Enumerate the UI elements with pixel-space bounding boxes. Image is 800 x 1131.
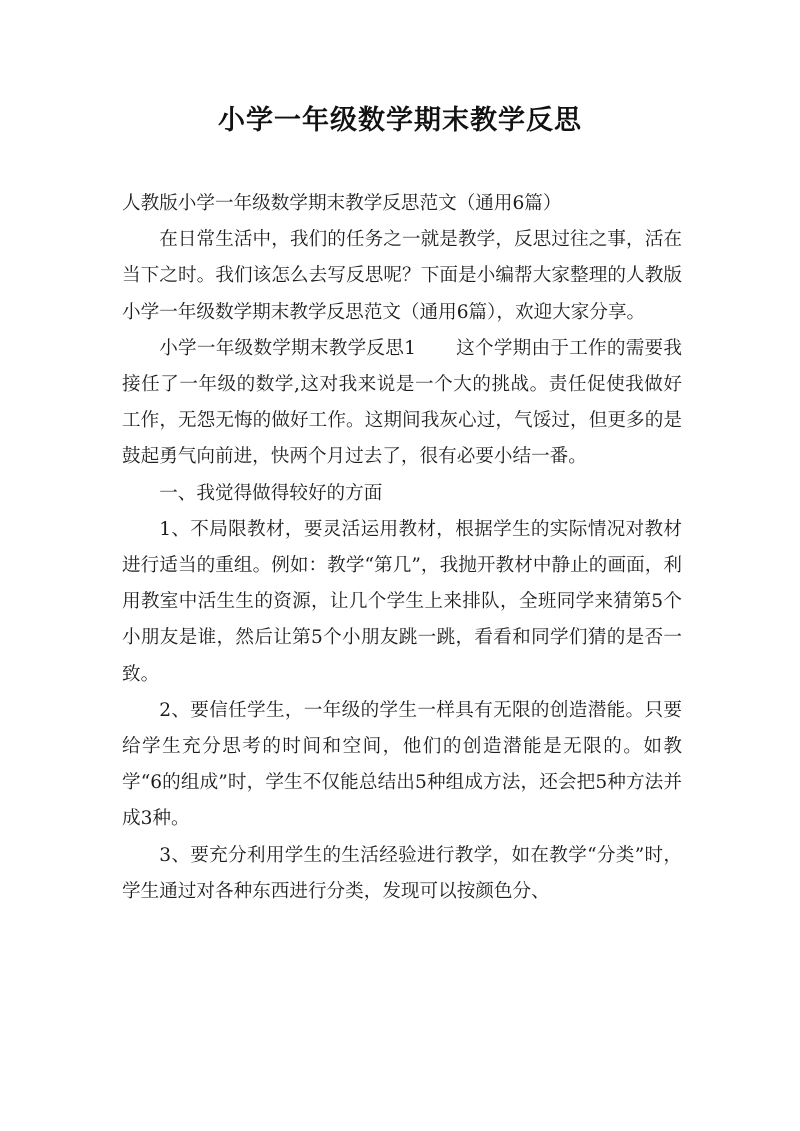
point1-paragraph: 1、不局限教材，要灵活运用教材，根据学生的实际情况对教材进行适当的重组。例如：教学“第几”，我抛开教材中静止的画面，利用教室中活生生的资源，让几个学生上来排队，全班同学来猜第5个小朋友是谁，然后让第5个小朋友跳一跳，看看和同学们猜的是否一致。 [122,518,682,685]
point3-paragraph: 3、要充分利用学生的生活经验进行教学，如在教学“分类”时，学生通过对各种东西进行分类，发现可以按颜色分、 [122,844,682,902]
document-subtitle: 人教版小学一年级数学期末教学反思范文（通用6篇） [122,193,562,214]
section1-text: 这个学期由于工作的需要我接任了一年级的数学,这对我来说是一个大的挑战。责任促使我做好工作，无怨无悔的做好工作。这期间我灰心过，气馁过，但更多的是鼓起勇气向前进，快两个月过去了，很有必要小结一番。 [122,337,682,468]
section1-heading: 小学一年级数学期末教学反思1 [159,337,416,359]
section1-paragraph [122,331,682,476]
document-title: 小学一年级数学期末教学反思 [218,105,582,136]
part1-heading: 一、我觉得做得较好的方面 [159,482,383,504]
document-body [122,186,682,910]
intro-paragraph: 在日常生活中，我们的任务之一就是教学，反思过往之事，活在当下之时。我们该怎么去写反思呢？下面是小编帮大家整理的人教版小学一年级数学期末教学反思范文（通用6篇），欢迎大家分享。 [122,229,682,323]
point2-paragraph: 2、要信任学生，一年级的学生一样具有无限的创造潜能。只要给学生充分思考的时间和空间，他们的创造潜能是无限的。如教学“6的组成”时，学生不仅能总结出5种组成方法，还会把5种方法并成3种。 [122,699,682,830]
